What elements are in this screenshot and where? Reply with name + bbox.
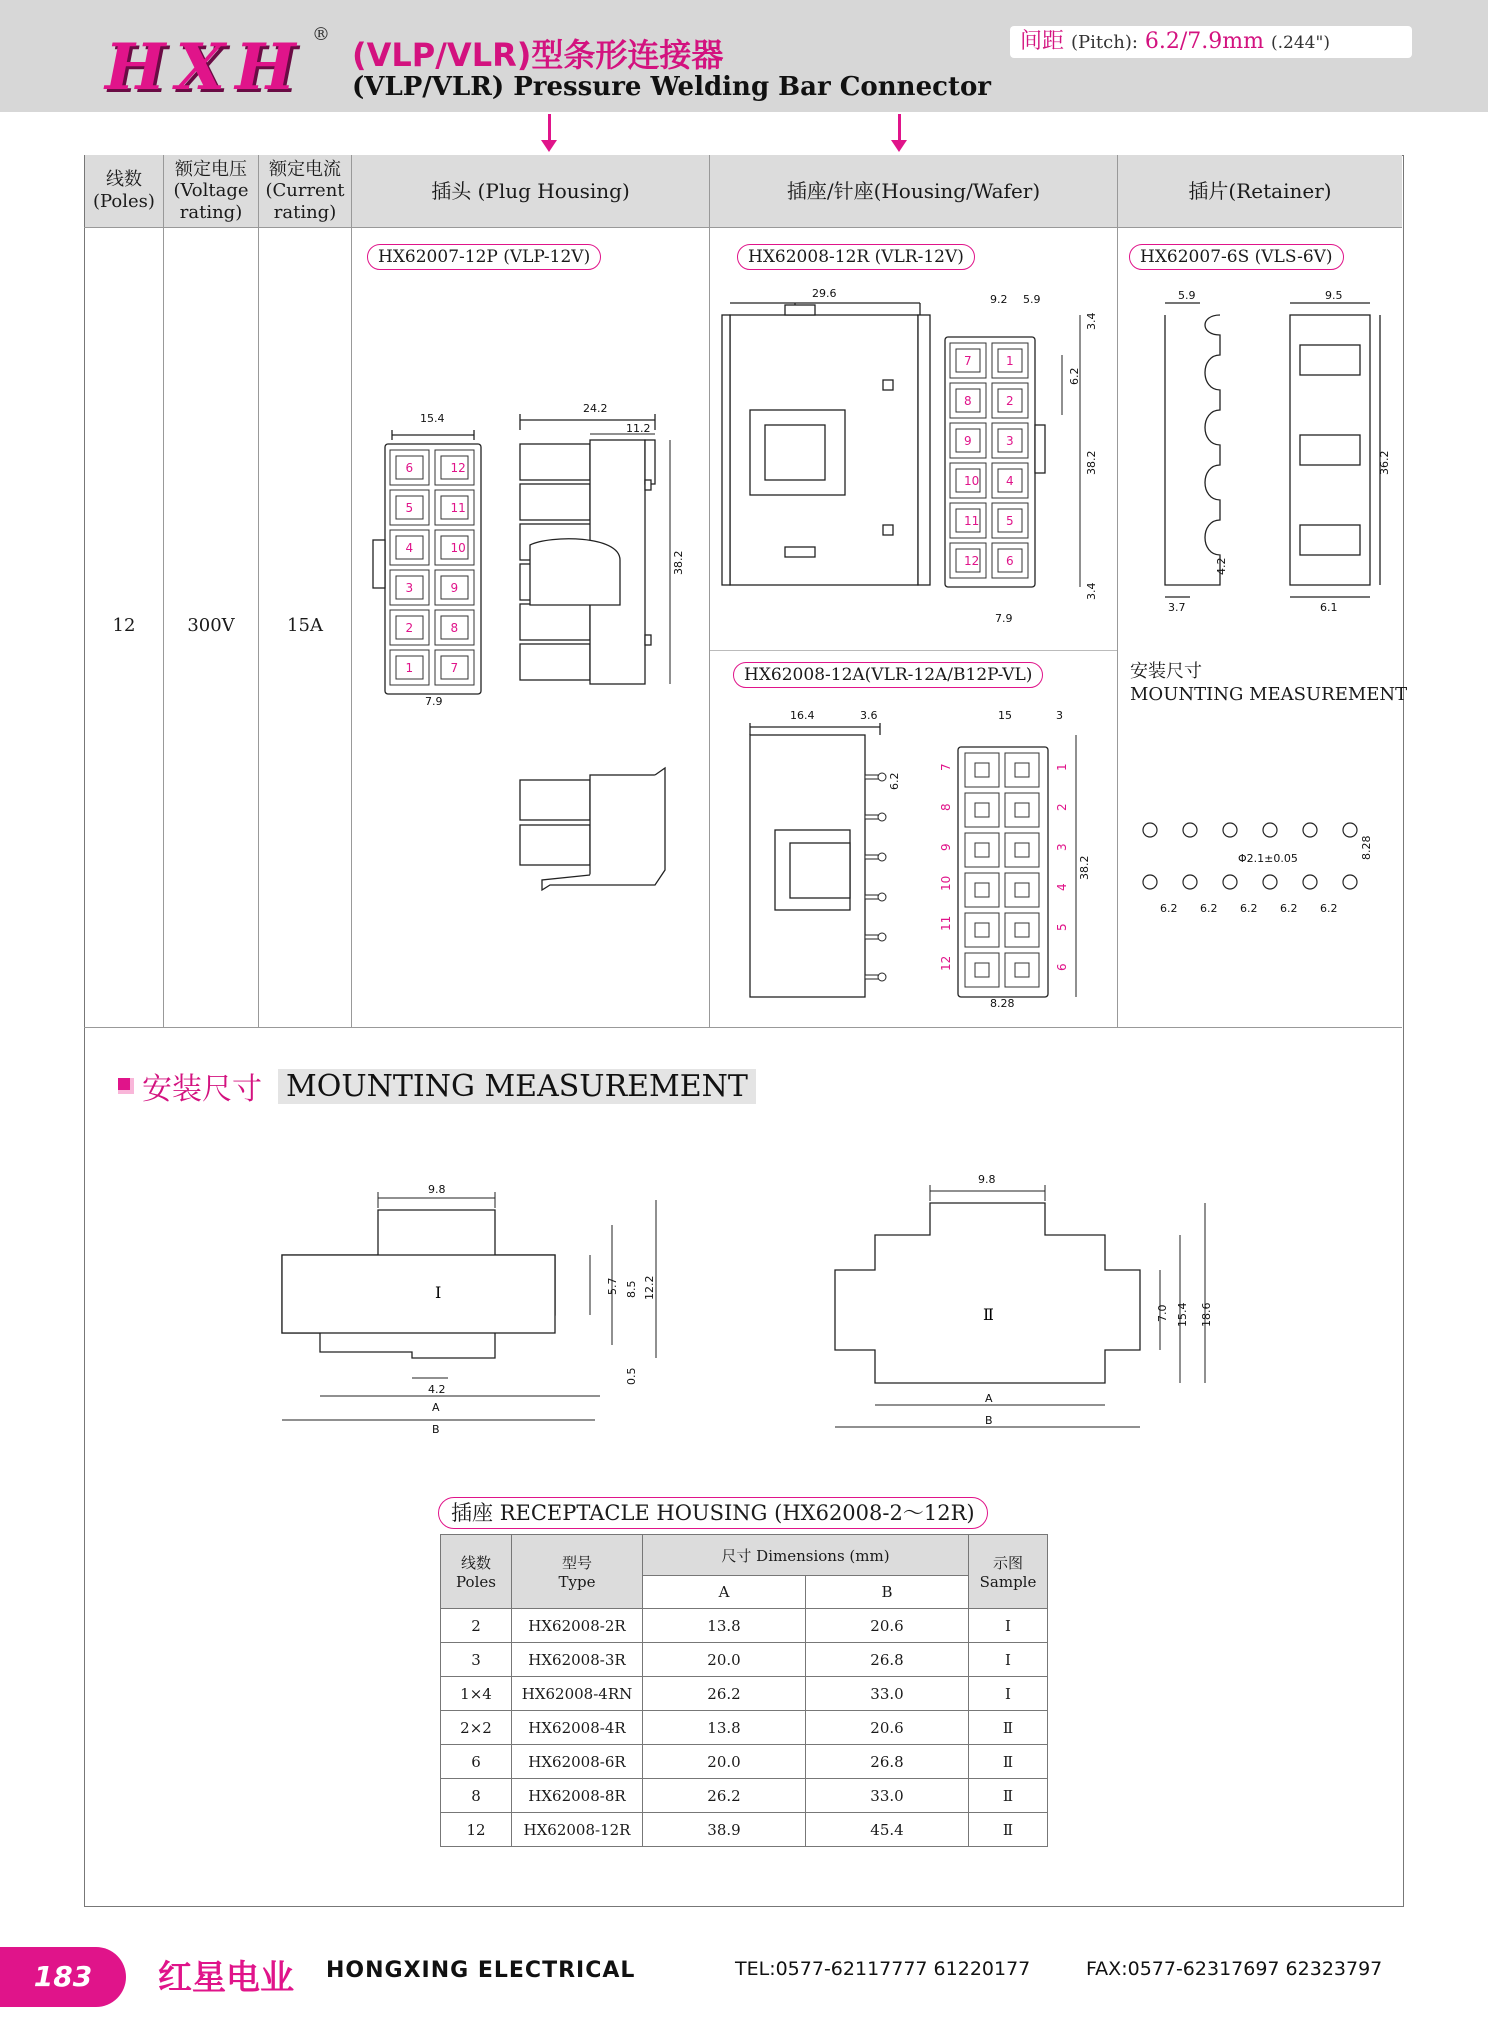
col-type-cn: 型号 [561,1554,592,1572]
cell-poles: 3 [441,1643,512,1677]
value-voltage: 300V [187,615,235,636]
mount1-bottom: 4.2 [428,1383,446,1396]
pin-number: 3 [1006,434,1014,448]
header-current-en2: rating) [273,201,337,223]
cell-type: HX62008-6R [512,1745,643,1779]
header-housing-wafer: 插座/针座(Housing/Wafer) [710,155,1117,227]
mount2-b: B [985,1414,993,1427]
pin-number: 12 [939,955,953,971]
cell-a: 20.0 [643,1745,806,1779]
header-poles [85,155,163,227]
col-sample-cn: 示图 [992,1554,1023,1572]
dim-wafer-a: 16.4 [790,709,815,722]
cell-poles: 6 [441,1745,512,1779]
header-current-cn: 额定电流 [269,158,341,180]
table-row [441,1609,1048,1643]
pin-number: 7 [450,661,459,675]
hole-pitch-label: 6.2 [1320,902,1338,915]
dim-retainer-b: 9.5 [1325,289,1343,302]
terminal-pin [1015,843,1029,857]
pin-number: 1 [1055,763,1069,771]
col-b: B [805,1576,968,1609]
pin-number: 7 [939,763,953,771]
cell-sample: Ⅰ [969,1677,1048,1711]
pin-number: 8 [450,621,459,635]
pin-number: 1 [405,661,414,675]
mount-figure-1 [270,1180,690,1440]
terminal-pin [975,923,989,937]
pin-number: 5 [1006,514,1014,528]
mount2-top: 9.8 [978,1173,996,1186]
pin-number: 6 [1055,963,1069,971]
cell-a: 13.8 [643,1609,806,1643]
pin-number: 4 [1055,883,1069,891]
table-row [441,1813,1048,1847]
mounting-hole [1223,823,1237,837]
dim-wafer-e: 3 [1056,709,1063,722]
wafer-drawing [740,705,1110,1020]
receptacle-table-title [438,1497,988,1529]
section-title-mounting [118,1064,756,1108]
cell-type: HX62008-8R [512,1779,643,1813]
cell-a: 20.0 [643,1643,806,1677]
dim-retainer-d: 3.7 [1168,601,1186,614]
pin-number: 7 [964,354,972,368]
dim-wafer-h: 38.2 [1078,855,1091,880]
mounting-hole [1223,875,1237,889]
pin-number: 10 [450,541,466,555]
mounting-hole [1183,875,1197,889]
terminal-pin [975,803,989,817]
cell-sample: Ⅱ [969,1745,1048,1779]
pin-number: 5 [405,501,414,515]
cell-sample: Ⅰ [969,1609,1048,1643]
value-current: 15A [287,615,323,636]
pin-number: 10 [964,474,980,488]
retainer-drawing [1130,285,1395,625]
mount1-label: Ⅰ [435,1283,442,1302]
mounting-hole [1263,875,1277,889]
pin-number: 2 [1006,394,1014,408]
dim-plug-pitch: 7.9 [425,695,443,708]
solder-tail-end [878,973,886,981]
mount-title-cn: 安装尺寸 [1130,661,1202,682]
solder-tail [865,815,879,819]
grid-line [709,155,710,1027]
dim-plug-height: 38.2 [672,550,685,575]
col-sample-en: Sample [979,1573,1037,1591]
cell-type: HX62008-12R [512,1813,643,1847]
pin-number: 5 [1055,923,1069,931]
grid-line [84,227,1402,228]
receptacle-title-cn: 插座 [451,1501,493,1525]
cell-sample: Ⅱ [969,1711,1048,1745]
table-row [441,1779,1048,1813]
section-title-cn: 安装尺寸 [142,1072,262,1107]
mount2-d3: 18.6 [1200,1302,1213,1327]
arrow-down-icon [548,114,551,142]
pin-number: 2 [405,621,414,635]
dim-wafer-pitch: 8.28 [990,997,1015,1010]
mount1-d2: 8.5 [625,1280,638,1298]
title-chinese: (VLP/VLR)型条形连接器 [352,36,724,74]
mount2-d1: 7.0 [1156,1304,1169,1322]
cell-type: HX62008-3R [512,1643,643,1677]
part-tag-wafer: HX62008-12A(VLR-12A/B12P-VL) [733,662,1043,688]
fax: FAX:0577-62317697 62323797 [1086,1958,1383,1980]
header-poles-en: (Poles) [93,191,155,212]
cell-a: 38.9 [643,1813,806,1847]
solder-tail-end [878,813,886,821]
dim-plug-length: 24.2 [583,402,608,415]
header-voltage-cn: 额定电压 [175,158,247,180]
header-current [259,155,351,227]
pin-number: 1 [1006,354,1014,368]
pin-number: 4 [1006,474,1014,488]
mounting-hole [1303,875,1317,889]
dim-housing-length: 29.6 [812,287,837,300]
pin-number: 12 [450,461,466,475]
pitch-label-cn: 间距 [1020,29,1065,54]
mount1-d1: 5.7 [606,1277,619,1295]
pin-number: 11 [450,501,466,515]
grid-line [1117,155,1118,1027]
terminal-pin [975,883,989,897]
dim-wafer-d: 15 [998,709,1012,722]
mount2-d2: 15.4 [1176,1302,1189,1327]
cell-sample: Ⅱ [969,1813,1048,1847]
cell-b: 33.0 [805,1677,968,1711]
cell-a: 13.8 [643,1711,806,1745]
cell-poles: 2 [441,1609,512,1643]
cell-poles: 12 [441,1813,512,1847]
registered-mark: ® [312,24,330,45]
brand-logo: HXH [105,30,306,105]
cell-b: 45.4 [805,1813,968,1847]
pin-number: 9 [964,434,972,448]
header-current-en1: (Current [265,180,345,202]
dim-housing-e: 3.4 [1085,582,1098,600]
col-poles-en: Poles [456,1573,496,1591]
col-poles [441,1535,512,1609]
cell-type: HX62008-4RN [512,1677,643,1711]
arrow-down-icon [898,114,901,142]
dim-housing-d: 6.2 [1068,367,1081,385]
solder-tail [865,775,879,779]
terminal-pin [1015,803,1029,817]
solder-tail-end [878,933,886,941]
pitch-inch: (.244") [1271,33,1330,53]
header-voltage-en2: rating) [179,201,243,223]
solder-tail-end [878,893,886,901]
dim-wafer-b: 3.6 [860,709,878,722]
pin-number: 3 [405,581,414,595]
col-dimensions: 尺寸 Dimensions (mm) [643,1535,969,1576]
terminal-pin [1015,883,1029,897]
mounting-hole [1343,823,1357,837]
terminal-pin [975,963,989,977]
cell-poles: 2×2 [441,1711,512,1745]
part-tag-housing: HX62008-12R (VLR-12V) [737,244,975,270]
dim-plug-part: 11.2 [626,422,651,435]
table-row [441,1745,1048,1779]
mount1-top: 9.8 [428,1183,446,1196]
mount1-d3: 12.2 [643,1275,656,1300]
pin-number: 12 [964,554,980,568]
telephone: TEL:0577-62117777 61220177 [735,1958,1031,1980]
cell-type: HX62008-4R [512,1711,643,1745]
table-row [441,1677,1048,1711]
pin-number: 8 [939,803,953,811]
header-retainer: 插片(Retainer) [1118,155,1402,227]
solder-tail [865,935,879,939]
hole-pitch-label: 6.2 [1280,902,1298,915]
dim-housing-a: 9.2 [990,293,1008,306]
pin-number: 6 [405,461,414,475]
cell-poles: 1×4 [441,1677,512,1711]
square-bullet-icon [118,1078,134,1094]
dim-housing-pitch: 7.9 [995,612,1013,625]
dim-wafer-c: 6.2 [888,772,901,790]
mount1-d4: 0.5 [625,1367,638,1385]
terminal-pin [1015,763,1029,777]
pitch-label-en: (Pitch): [1071,32,1138,53]
plug-housing-drawing [370,400,700,920]
dim-hole-row: 8.28 [1360,835,1373,860]
dim-housing-c: 3.4 [1085,312,1098,330]
header-poles-cn: 线数 [106,169,142,191]
solder-tail-end [878,853,886,861]
mounting-hole [1143,823,1157,837]
dim-hole-size: Φ2.1±0.05 [1238,852,1298,865]
col-type-en: Type [558,1573,596,1591]
part-tag-retainer: HX62007-6S (VLS-6V) [1129,244,1344,270]
table-row [441,1711,1048,1745]
hole-pitch-label: 6.2 [1160,902,1178,915]
mount2-a: A [985,1392,993,1405]
receptacle-title-en: RECEPTACLE HOUSING (HX62008-2～12R) [499,1501,975,1525]
pin-number: 3 [1055,843,1069,851]
hole-pitch-label: 6.2 [1240,902,1258,915]
company-name-en: HONGXING ELECTRICAL [326,1958,636,1983]
pin-number: 2 [1055,803,1069,811]
cell-b: 26.8 [805,1643,968,1677]
value-poles: 12 [112,615,136,636]
pin-number: 4 [405,541,414,555]
dim-housing-h: 38.2 [1085,450,1098,475]
pin-number: 8 [964,394,972,408]
header-voltage [164,155,258,227]
cell-poles: 8 [441,1779,512,1813]
terminal-pin [1015,963,1029,977]
cell-b: 33.0 [805,1779,968,1813]
page-number: 183 [0,1947,126,2007]
solder-tail [865,855,879,859]
pin-number: 11 [939,915,953,931]
pin-number: 6 [1006,554,1014,568]
grid-line [710,650,1117,651]
title-english: (VLP/VLR) Pressure Welding Bar Connector [352,72,992,102]
mount-figure-2 [820,1165,1220,1440]
pitch-box [1010,26,1412,58]
cell-a: 26.2 [643,1677,806,1711]
mounting-hole [1263,823,1277,837]
terminal-pin [1015,923,1029,937]
mount1-a: A [432,1401,440,1414]
dim-retainer-e: 6.1 [1320,601,1338,614]
header-voltage-en1: (Voltage [173,180,249,202]
pin-number: 9 [939,843,953,851]
cell-a: 26.2 [643,1779,806,1813]
solder-tail [865,975,879,979]
retainer-mount-title [1130,660,1407,707]
mounting-holes-drawing [1130,810,1395,920]
dim-plug-width: 15.4 [420,412,445,425]
pin-number: 11 [964,514,980,528]
dim-retainer-c: 4.2 [1215,557,1228,575]
terminal-pin [975,843,989,857]
pitch-value: 6.2/7.9mm [1144,29,1265,54]
dim-retainer-h: 36.2 [1378,450,1391,475]
solder-tail-end [878,773,886,781]
hole-pitch-label: 6.2 [1200,902,1218,915]
dim-housing-b: 5.9 [1023,293,1041,306]
header-plug-housing: 插头 (Plug Housing) [352,155,709,227]
section-title-en: MOUNTING MEASUREMENT [278,1069,756,1104]
col-a: A [643,1576,806,1609]
terminal-pin [975,763,989,777]
mount2-label: Ⅱ [983,1305,994,1324]
mounting-hole [1343,875,1357,889]
receptacle-housing-drawing [720,285,1110,625]
cell-sample: Ⅰ [969,1643,1048,1677]
col-sample [969,1535,1048,1609]
col-type [512,1535,643,1609]
mounting-hole [1183,823,1197,837]
cell-type: HX62008-2R [512,1609,643,1643]
cell-b: 20.6 [805,1609,968,1643]
cell-b: 20.6 [805,1711,968,1745]
mounting-hole [1143,875,1157,889]
grid-line [163,155,164,1027]
cell-b: 26.8 [805,1745,968,1779]
grid-line [258,155,259,1027]
mounting-hole [1303,823,1317,837]
table-row [441,1643,1048,1677]
solder-tail [865,895,879,899]
mount-title-en: MOUNTING MEASUREMENT [1130,684,1408,706]
receptacle-table [440,1534,1048,1847]
part-tag-plug: HX62007-12P (VLP-12V) [367,244,601,270]
col-poles-cn: 线数 [460,1554,491,1572]
cell-sample: Ⅱ [969,1779,1048,1813]
grid-line [84,1027,1402,1028]
grid-line [351,155,352,1027]
company-name-cn: 红星电业 [158,1958,294,1998]
pin-number: 10 [939,875,953,891]
dim-retainer-a: 5.9 [1178,289,1196,302]
mount1-b: B [432,1423,440,1436]
pin-number: 9 [450,581,459,595]
